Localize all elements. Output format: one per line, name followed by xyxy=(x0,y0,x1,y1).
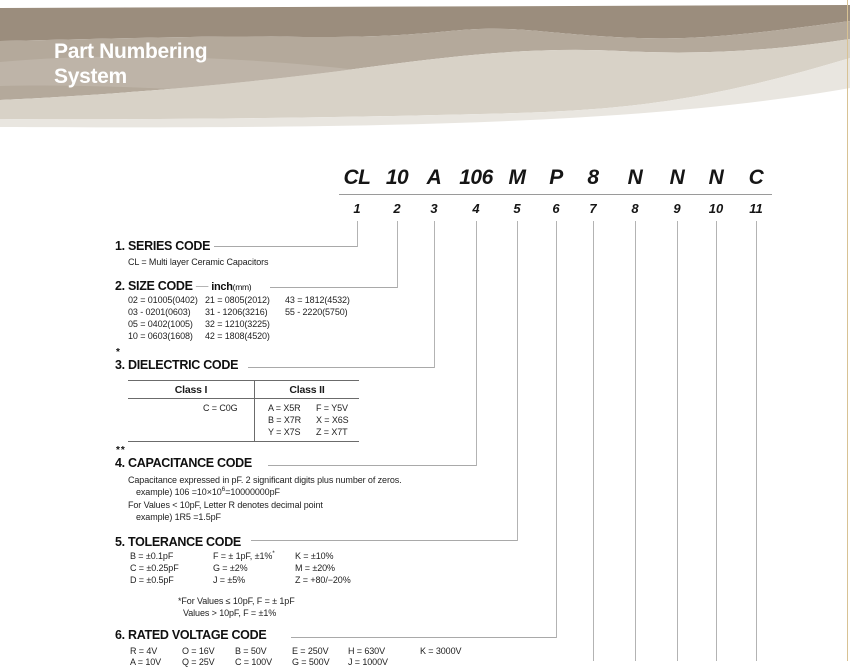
connector-capacitance xyxy=(268,465,476,466)
capacitance-example1 xyxy=(136,487,280,497)
dielectric-class1-value: C = C0G xyxy=(203,403,238,413)
section-tolerance-number: 5. xyxy=(115,535,125,549)
pn-leader-line xyxy=(517,221,518,541)
tolerance-col3 xyxy=(295,550,351,586)
pn-leader-line xyxy=(397,221,398,288)
capacitance-example2: example) 1R5 =1.5pF xyxy=(136,512,221,522)
dielectric-item: Y = X7S xyxy=(268,427,301,437)
page-title xyxy=(54,39,207,89)
pn-code-segment: M xyxy=(508,166,526,189)
pn-leader-line xyxy=(677,221,678,661)
dielectric-item: F = Y5V xyxy=(316,403,348,413)
tolerance-item: M = ±20% xyxy=(295,563,335,573)
voltage-item-clipped: J = 1000V xyxy=(348,657,388,667)
section-series-number: 1. xyxy=(115,239,125,253)
tolerance-item: J = ±5% xyxy=(213,575,246,585)
pn-code-segment: N xyxy=(708,166,724,189)
connector-dielectric xyxy=(248,367,434,368)
dielectric-class2-col1 xyxy=(268,402,301,438)
pn-position-number: 6 xyxy=(552,201,560,216)
page-edge-line xyxy=(847,0,848,661)
size-item: 55 - 2220(5750) xyxy=(285,307,348,317)
pn-position-number: 7 xyxy=(589,201,597,216)
pn-code-segment: C xyxy=(748,166,764,189)
capacitance-line2: For Values < 10pF, Letter R denotes decimal point xyxy=(128,500,323,510)
dielectric-item: B = X7R xyxy=(268,415,302,425)
section-dielectric-title xyxy=(115,358,238,372)
pn-position-number: 9 xyxy=(673,201,681,216)
section-tolerance-heading: TOLERANCE CODE xyxy=(128,535,241,549)
size-item: 05 = 0402(1005) xyxy=(128,319,193,329)
pn-code-segment: A xyxy=(426,166,442,189)
section-tolerance-title xyxy=(115,535,241,549)
connector-tolerance xyxy=(251,540,517,541)
voltage-item: O = 16V xyxy=(182,646,215,656)
pn-code-segment: 8 xyxy=(587,166,599,189)
pn-leader-line xyxy=(593,221,594,661)
tolerance-item: B = ±0.1pF xyxy=(130,551,174,561)
tolerance-footnote2: Values > 10pF, F = ±1% xyxy=(183,608,277,618)
size-item: 10 = 0603(1608) xyxy=(128,331,193,341)
voltage-item-clipped: A = 10V xyxy=(130,657,162,667)
tolerance-col2 xyxy=(213,550,275,586)
tolerance-item: C = ±0.25pF xyxy=(130,563,179,573)
voltage-item: B = 50V xyxy=(235,646,267,656)
size-col3 xyxy=(285,294,350,318)
tolerance-col1 xyxy=(130,550,179,586)
dielectric-table-header-line xyxy=(128,398,359,399)
pn-leader-line xyxy=(635,221,636,661)
pn-code-segment: 10 xyxy=(385,166,409,189)
size-item: 43 = 1812(4532) xyxy=(285,295,350,305)
tolerance-item-f-star: * xyxy=(272,550,275,557)
pn-code-segment: 106 xyxy=(459,166,493,189)
pn-code-segment: P xyxy=(549,166,563,189)
connector-size xyxy=(270,287,397,288)
section-series-heading: SERIES CODE xyxy=(128,239,211,253)
voltage-item: H = 630V xyxy=(348,646,385,656)
tolerance-item: K = ±10% xyxy=(295,551,334,561)
size-item: 31 - 1206(3216) xyxy=(205,307,268,317)
dielectric-class2-col2 xyxy=(316,402,349,438)
section-voltage-heading: RATED VOLTAGE CODE xyxy=(128,628,267,642)
size-unit-dash: — xyxy=(195,279,212,293)
dielectric-item: X = X6S xyxy=(316,415,349,425)
size-unit-label: inch xyxy=(211,281,233,293)
dielectric-class1-header: Class I xyxy=(174,384,208,396)
section-dielectric-heading: DIELECTRIC CODE xyxy=(128,358,239,372)
dielectric-table xyxy=(128,380,359,442)
section-size-heading: SIZE CODE xyxy=(128,279,193,293)
capacitance-line1: Capacitance expressed in pF. 2 significant digits plus number of zeros. xyxy=(128,475,402,485)
connector-series xyxy=(214,246,357,247)
section-voltage-title xyxy=(115,628,266,642)
size-col1 xyxy=(128,294,198,342)
page-title-line1: Part Numbering xyxy=(54,40,208,63)
tolerance-item: Z = +80/−20% xyxy=(295,575,351,585)
dielectric-item: A = X5R xyxy=(268,403,301,413)
size-col2 xyxy=(205,294,270,342)
size-item: 02 = 01005(0402) xyxy=(128,295,198,305)
tolerance-item: G = ±2% xyxy=(213,563,248,573)
pn-leader-line xyxy=(476,221,477,466)
pn-leader-line xyxy=(556,221,557,638)
section-size-number: 2. xyxy=(115,279,125,293)
capacitance-example1-a: example) 106 =10×10 xyxy=(136,487,222,497)
tolerance-item: D = ±0.5pF xyxy=(130,575,174,585)
pn-position-number: 10 xyxy=(708,201,724,216)
section-series-title xyxy=(115,239,210,253)
pn-leader-line xyxy=(756,221,757,661)
tolerance-item xyxy=(213,550,275,562)
voltage-item-clipped: G = 500V xyxy=(292,657,330,667)
size-item: 03 - 0201(0603) xyxy=(128,307,191,317)
tolerance-footnote1: *For Values ≤ 10pF, F = ± 1pF xyxy=(178,596,295,606)
pn-leader-line xyxy=(357,221,358,247)
pn-position-number: 3 xyxy=(430,201,438,216)
section-capacitance-title xyxy=(115,456,252,470)
pn-position-number: 5 xyxy=(513,201,521,216)
capacitance-example1-sup: 6 xyxy=(221,486,226,493)
pn-code-segment: N xyxy=(627,166,643,189)
pn-leader-line xyxy=(716,221,717,661)
dielectric-class2-header: Class II xyxy=(289,384,325,396)
series-desc: CL = Multi layer Ceramic Capacitors xyxy=(128,257,269,267)
voltage-item: K = 3000V xyxy=(420,646,462,656)
size-item: 32 = 1210(3225) xyxy=(205,319,270,329)
connector-voltage xyxy=(291,637,556,638)
pn-position-number: 1 xyxy=(353,201,361,216)
pn-position-number: 8 xyxy=(631,201,639,216)
tolerance-item-f: F = ± 1pF, ±1% xyxy=(213,551,273,561)
pn-position-number: 4 xyxy=(472,201,480,216)
section-dielectric-number: 3. xyxy=(115,358,125,372)
pn-position-number: 11 xyxy=(749,201,763,216)
page-title-line2: System xyxy=(54,65,127,88)
size-unit-paren: (mm) xyxy=(232,282,252,292)
voltage-item: E = 250V xyxy=(292,646,329,656)
capacitance-example1-b: =10000000pF xyxy=(225,487,280,497)
voltage-item: R = 4V xyxy=(130,646,158,656)
capacitance-stars: ** xyxy=(116,445,126,456)
dielectric-star: * xyxy=(116,347,121,358)
section-voltage-number: 6. xyxy=(115,628,125,642)
voltage-item-clipped: Q = 25V xyxy=(182,657,215,667)
section-capacitance-heading: CAPACITANCE CODE xyxy=(128,456,252,470)
section-size-title xyxy=(115,279,251,293)
pn-position-number: 2 xyxy=(393,201,401,216)
size-item: 21 = 0805(2012) xyxy=(205,295,270,305)
voltage-item-clipped: C = 100V xyxy=(235,657,272,667)
section-capacitance-number: 4. xyxy=(115,456,125,470)
part-number-underline xyxy=(339,194,772,195)
pn-code-segment: N xyxy=(669,166,685,189)
pn-leader-line xyxy=(434,221,435,368)
dielectric-item: Z = X7T xyxy=(316,427,348,437)
size-item: 42 = 1808(4520) xyxy=(205,331,270,341)
pn-code-segment: CL xyxy=(343,166,371,189)
